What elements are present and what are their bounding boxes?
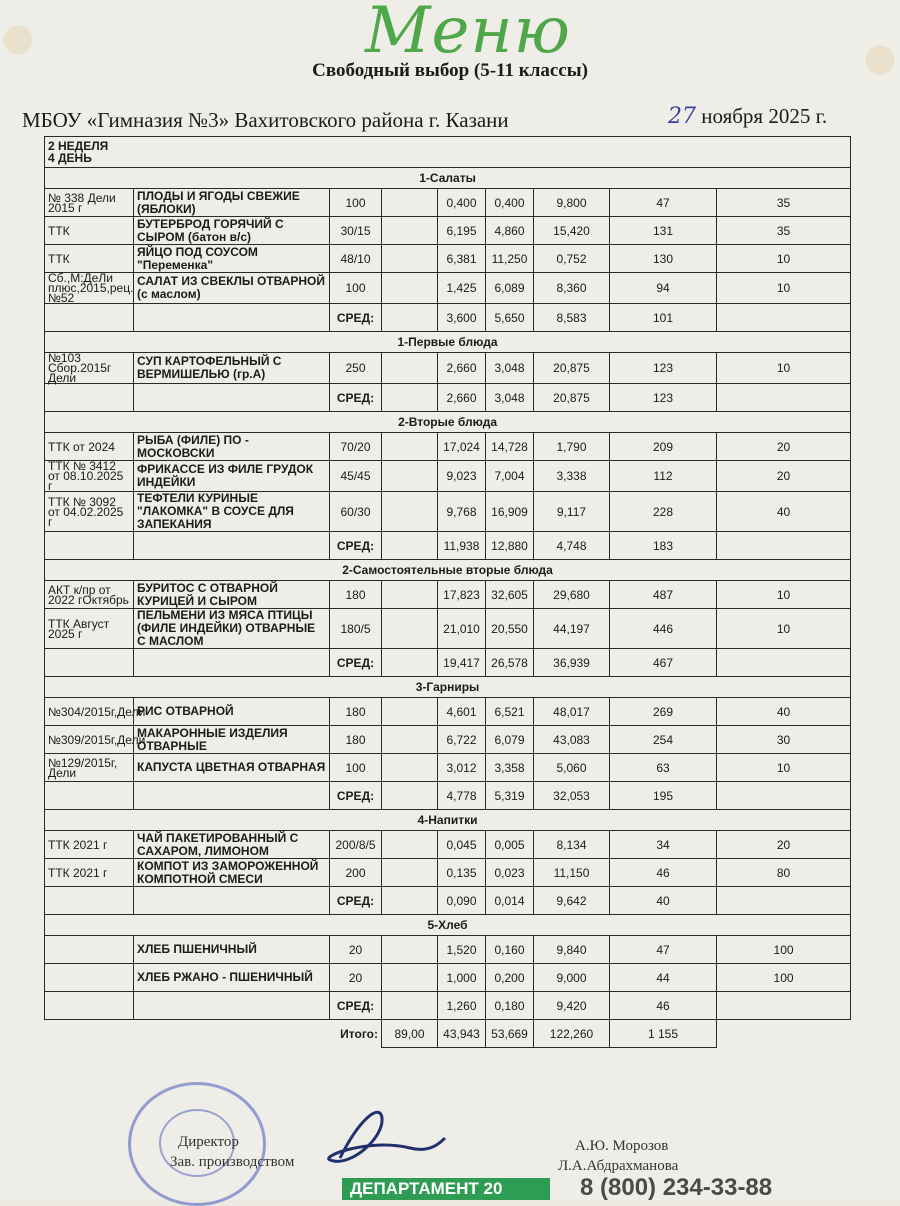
carbs: 15,420 [534,217,610,245]
average-row [45,782,851,810]
empty-cell [382,782,438,810]
price: 10 [717,754,851,782]
carbs: 3,338 [534,461,610,492]
empty-cell [45,992,134,1020]
empty-cell [382,609,438,649]
dish-row [45,217,851,245]
proteins: 0,400 [438,189,486,217]
empty-cell [382,859,438,887]
menu-table [44,136,851,1048]
total-proteins: 43,943 [438,1020,486,1048]
empty-cell [717,887,851,915]
recipe-ref: ТТК [45,217,134,245]
menu-title: Меню [365,0,571,68]
average-row [45,887,851,915]
price: 20 [717,831,851,859]
average-label: СРЕД: [330,992,382,1020]
dish-name: ЧАЙ ПАКЕТИРОВАННЫЙ С САХАРОМ, ЛИМОНОМ [134,831,330,859]
dish-row [45,245,851,273]
avg-fats: 3,048 [486,384,534,412]
calories: 269 [610,698,717,726]
price: 10 [717,353,851,384]
dish-row [45,964,851,992]
avg-proteins: 11,938 [438,532,486,560]
recipe-ref: ТТК Август 2025 г [45,609,134,649]
portion: 70/20 [330,433,382,461]
empty-cell [382,887,438,915]
empty-cell [45,532,134,560]
dish-name: ПЛОДЫ И ЯГОДЫ СВЕЖИЕ (ЯБЛОКИ) [134,189,330,217]
recipe-ref: АКТ к/пр от 2022 гОктябрь [45,581,134,609]
dish-name: РЫБА (ФИЛЕ) ПО - МОСКОВСКИ [134,433,330,461]
date-month-year: ноября 2025 г. [701,104,828,128]
calories: 131 [610,217,717,245]
avg-carbs: 36,939 [534,649,610,677]
empty-cell [134,649,330,677]
carbs: 8,360 [534,273,610,304]
calories: 209 [610,433,717,461]
dish-name: СУП КАРТОФЕЛЬНЫЙ С ВЕРМИШЕЛЬЮ (гр.А) [134,353,330,384]
dish-name: РИС ОТВАРНОЙ [134,698,330,726]
portion: 180 [330,581,382,609]
empty-cell [45,782,134,810]
section-header [45,677,851,698]
avg-proteins: 2,660 [438,384,486,412]
week-label [45,137,851,168]
recipe-ref: №304/2015г,Дели [45,698,134,726]
fats: 20,550 [486,609,534,649]
fats: 0,005 [486,831,534,859]
carbs: 8,134 [534,831,610,859]
price: 20 [717,461,851,492]
production-manager-name: Л.А.Абдрахманова [558,1158,679,1174]
dish-name: КОМПОТ ИЗ ЗАМОРОЖЕННОЙ КОМПОТНОЙ СМЕСИ [134,859,330,887]
section-title: 1-Салаты [45,168,851,189]
average-row [45,649,851,677]
fats: 7,004 [486,461,534,492]
carbs: 43,083 [534,726,610,754]
carbs: 44,197 [534,609,610,649]
empty-cell [45,1020,330,1048]
empty-cell [717,992,851,1020]
empty-cell [45,304,134,332]
empty-cell [382,353,438,384]
portion: 100 [330,754,382,782]
total-portion: 89,00 [382,1020,438,1048]
empty-cell [134,782,330,810]
total-calories: 1 155 [610,1020,717,1048]
empty-cell [45,649,134,677]
portion: 180/5 [330,609,382,649]
portion: 180 [330,698,382,726]
avg-carbs: 20,875 [534,384,610,412]
portion: 100 [330,189,382,217]
avg-proteins: 3,600 [438,304,486,332]
avg-fats: 5,319 [486,782,534,810]
carbs: 20,875 [534,353,610,384]
calories: 44 [610,964,717,992]
calories: 130 [610,245,717,273]
proteins: 1,000 [438,964,486,992]
dish-row [45,353,851,384]
carbs: 11,150 [534,859,610,887]
portion: 20 [330,936,382,964]
avg-calories: 195 [610,782,717,810]
average-row [45,304,851,332]
avg-proteins: 0,090 [438,887,486,915]
price: 10 [717,581,851,609]
empty-cell [717,782,851,810]
proteins: 3,012 [438,754,486,782]
avg-carbs: 9,642 [534,887,610,915]
price: 40 [717,492,851,532]
price: 30 [717,726,851,754]
portion: 200 [330,859,382,887]
average-label: СРЕД: [330,532,382,560]
section-header [45,168,851,189]
empty-cell [717,384,851,412]
price: 10 [717,609,851,649]
carbs: 48,017 [534,698,610,726]
empty-cell [382,936,438,964]
empty-cell [382,217,438,245]
proteins: 0,135 [438,859,486,887]
signature [310,1098,450,1178]
portion: 48/10 [330,245,382,273]
recipe-ref: ТТК № 3412 от 08.10.2025 г [45,461,134,492]
price: 80 [717,859,851,887]
empty-cell [382,726,438,754]
price: 100 [717,964,851,992]
recipe-ref: №103 Сбор.2015г Дели [45,353,134,384]
dish-row [45,936,851,964]
portion: 180 [330,726,382,754]
price: 40 [717,698,851,726]
calories: 47 [610,189,717,217]
fats: 32,605 [486,581,534,609]
average-row [45,532,851,560]
total-label: Итого: [340,1026,378,1041]
school-name: МБОУ «Гимназия №3» Вахитовского района г. Казани [22,108,509,132]
fats: 6,089 [486,273,534,304]
portion: 20 [330,964,382,992]
proteins: 9,768 [438,492,486,532]
recipe-ref: ТТК от 2024 [45,433,134,461]
recipe-ref: ТТК № 3092 от 04.02.2025 г [45,492,134,532]
calories: 112 [610,461,717,492]
price: 35 [717,217,851,245]
section-title: 2-Самостоятельные вторые блюда [45,560,851,581]
dish-name: ТЕФТЕЛИ КУРИНЫЕ "ЛАКОМКА" В СОУСЕ ДЛЯ ЗАПЕКАНИЯ [134,492,330,532]
empty-cell [382,532,438,560]
dish-name: ХЛЕБ РЖАНО - ПШЕНИЧНЫЙ [134,964,330,992]
date-day: 27 [668,104,696,129]
price: 100 [717,936,851,964]
fats: 11,250 [486,245,534,273]
portion: 100 [330,273,382,304]
day-number: 4 ДЕНЬ [48,151,92,165]
proteins: 1,425 [438,273,486,304]
average-label: СРЕД: [330,782,382,810]
proteins: 6,381 [438,245,486,273]
avg-calories: 101 [610,304,717,332]
calories: 63 [610,754,717,782]
dish-row [45,831,851,859]
dish-row [45,433,851,461]
calories: 46 [610,859,717,887]
dish-name: ФРИКАССЕ ИЗ ФИЛЕ ГРУДОК ИНДЕЙКИ [134,461,330,492]
calories: 254 [610,726,717,754]
section-header [45,810,851,831]
fats: 6,079 [486,726,534,754]
empty-cell [717,304,851,332]
dish-row [45,726,851,754]
dish-name: САЛАТ ИЗ СВЕКЛЫ ОТВАРНОЙ (с маслом) [134,273,330,304]
portion: 250 [330,353,382,384]
empty-cell [382,461,438,492]
empty-cell [382,964,438,992]
empty-cell [382,698,438,726]
week-number: 2 НЕДЕЛЯ [48,139,109,153]
dish-row [45,492,851,532]
proteins: 4,601 [438,698,486,726]
dish-row [45,609,851,649]
fats: 14,728 [486,433,534,461]
menu-subtitle: Свободный выбор (5-11 классы) [312,60,588,81]
price: 10 [717,245,851,273]
section-title: 2-Вторые блюда [45,412,851,433]
avg-fats: 5,650 [486,304,534,332]
fats: 0,400 [486,189,534,217]
avg-fats: 0,014 [486,887,534,915]
calories: 228 [610,492,717,532]
average-label: СРЕД: [330,887,382,915]
empty-cell [382,492,438,532]
empty-cell [382,189,438,217]
portion: 45/45 [330,461,382,492]
carbs: 0,752 [534,245,610,273]
avg-calories: 183 [610,532,717,560]
production-manager-role: Зав. производством [170,1154,295,1170]
dish-row [45,581,851,609]
calories: 47 [610,936,717,964]
avg-carbs: 9,420 [534,992,610,1020]
avg-calories: 40 [610,887,717,915]
recipe-ref [45,964,134,992]
total-fats: 53,669 [486,1020,534,1048]
empty-cell [382,992,438,1020]
empty-cell [717,649,851,677]
empty-cell [717,1020,851,1048]
avg-calories: 46 [610,992,717,1020]
empty-cell [382,245,438,273]
total-row [45,1020,851,1048]
empty-cell [382,384,438,412]
empty-cell [717,532,851,560]
dish-name: МАКАРОННЫЕ ИЗДЕЛИЯ ОТВАРНЫЕ [134,726,330,754]
recipe-ref: ТТК 2021 г [45,859,134,887]
avg-fats: 0,180 [486,992,534,1020]
calories: 446 [610,609,717,649]
empty-cell [382,649,438,677]
director-name: А.Ю. Морозов [575,1138,669,1154]
price: 10 [717,273,851,304]
total-carbs: 122,260 [534,1020,610,1048]
recipe-ref: Сб.,М:ДеЛи плюс,2015,рец.№52 [45,273,134,304]
proteins: 0,045 [438,831,486,859]
portion: 200/8/5 [330,831,382,859]
avg-carbs: 8,583 [534,304,610,332]
average-label: СРЕД: [330,304,382,332]
carbs: 1,790 [534,433,610,461]
fats: 0,160 [486,936,534,964]
fats: 3,048 [486,353,534,384]
proteins: 9,023 [438,461,486,492]
recipe-ref: ТТК [45,245,134,273]
dish-row [45,189,851,217]
section-header [45,332,851,353]
recipe-ref [45,936,134,964]
fats: 3,358 [486,754,534,782]
empty-cell [134,992,330,1020]
calories: 123 [610,353,717,384]
recipe-ref: №309/2015г,Дели [45,726,134,754]
proteins: 2,660 [438,353,486,384]
fats: 16,909 [486,492,534,532]
average-row [45,992,851,1020]
dish-name: ЯЙЦО ПОД СОУСОМ "Переменка" [134,245,330,273]
empty-cell [134,304,330,332]
calories: 487 [610,581,717,609]
empty-cell [382,304,438,332]
empty-cell [45,384,134,412]
department-banner: ДЕПАРТАМЕНТ 20 [342,1178,550,1200]
calories: 94 [610,273,717,304]
avg-carbs: 4,748 [534,532,610,560]
avg-proteins: 19,417 [438,649,486,677]
fats: 6,521 [486,698,534,726]
avg-carbs: 32,053 [534,782,610,810]
section-header [45,412,851,433]
fats: 0,023 [486,859,534,887]
portion: 30/15 [330,217,382,245]
section-title: 4-Напитки [45,810,851,831]
dish-name: БУРИТОС С ОТВАРНОЙ КУРИЦЕЙ И СЫРОМ [134,581,330,609]
menu-date [668,104,827,129]
avg-proteins: 4,778 [438,782,486,810]
section-title: 1-Первые блюда [45,332,851,353]
proteins: 6,722 [438,726,486,754]
recipe-ref: № 338 Дели 2015 г [45,189,134,217]
section-title: 3-Гарниры [45,677,851,698]
proteins: 1,520 [438,936,486,964]
empty-cell [382,831,438,859]
dish-row [45,859,851,887]
dish-name: ПЕЛЬМЕНИ ИЗ МЯСА ПТИЦЫ (ФИЛЕ ИНДЕЙКИ) ОТВАРНЫЕ С МАСЛОМ [134,609,330,649]
portion: 60/30 [330,492,382,532]
empty-cell [134,384,330,412]
average-row [45,384,851,412]
carbs: 9,117 [534,492,610,532]
price: 35 [717,189,851,217]
price: 20 [717,433,851,461]
carbs: 9,840 [534,936,610,964]
section-header [45,915,851,936]
proteins: 17,024 [438,433,486,461]
recipe-ref: №129/2015г, Дели [45,754,134,782]
avg-fats: 12,880 [486,532,534,560]
proteins: 17,823 [438,581,486,609]
empty-cell [382,433,438,461]
phone-number: 8 (800) 234-33-88 [580,1174,773,1201]
dish-name: ХЛЕБ ПШЕНИЧНЫЙ [134,936,330,964]
avg-calories: 467 [610,649,717,677]
empty-cell [134,887,330,915]
empty-cell [382,754,438,782]
carbs: 5,060 [534,754,610,782]
fats: 4,860 [486,217,534,245]
dish-name: БУТЕРБРОД ГОРЯЧИЙ С СЫРОМ (батон в/с) [134,217,330,245]
carbs: 9,000 [534,964,610,992]
dish-row [45,754,851,782]
avg-calories: 123 [610,384,717,412]
empty-cell [382,581,438,609]
carbs: 29,680 [534,581,610,609]
dish-row [45,698,851,726]
proteins: 21,010 [438,609,486,649]
dish-row [45,461,851,492]
avg-proteins: 1,260 [438,992,486,1020]
director-role: Директор [178,1134,239,1150]
average-label: СРЕД: [330,384,382,412]
empty-cell [382,273,438,304]
section-header [45,560,851,581]
carbs: 9,800 [534,189,610,217]
empty-cell [134,532,330,560]
empty-cell [45,887,134,915]
proteins: 6,195 [438,217,486,245]
average-label: СРЕД: [330,649,382,677]
dish-row [45,273,851,304]
section-title: 5-Хлеб [45,915,851,936]
dish-name: КАПУСТА ЦВЕТНАЯ ОТВАРНАЯ [134,754,330,782]
fats: 0,200 [486,964,534,992]
calories: 34 [610,831,717,859]
avg-fats: 26,578 [486,649,534,677]
recipe-ref: ТТК 2021 г [45,831,134,859]
